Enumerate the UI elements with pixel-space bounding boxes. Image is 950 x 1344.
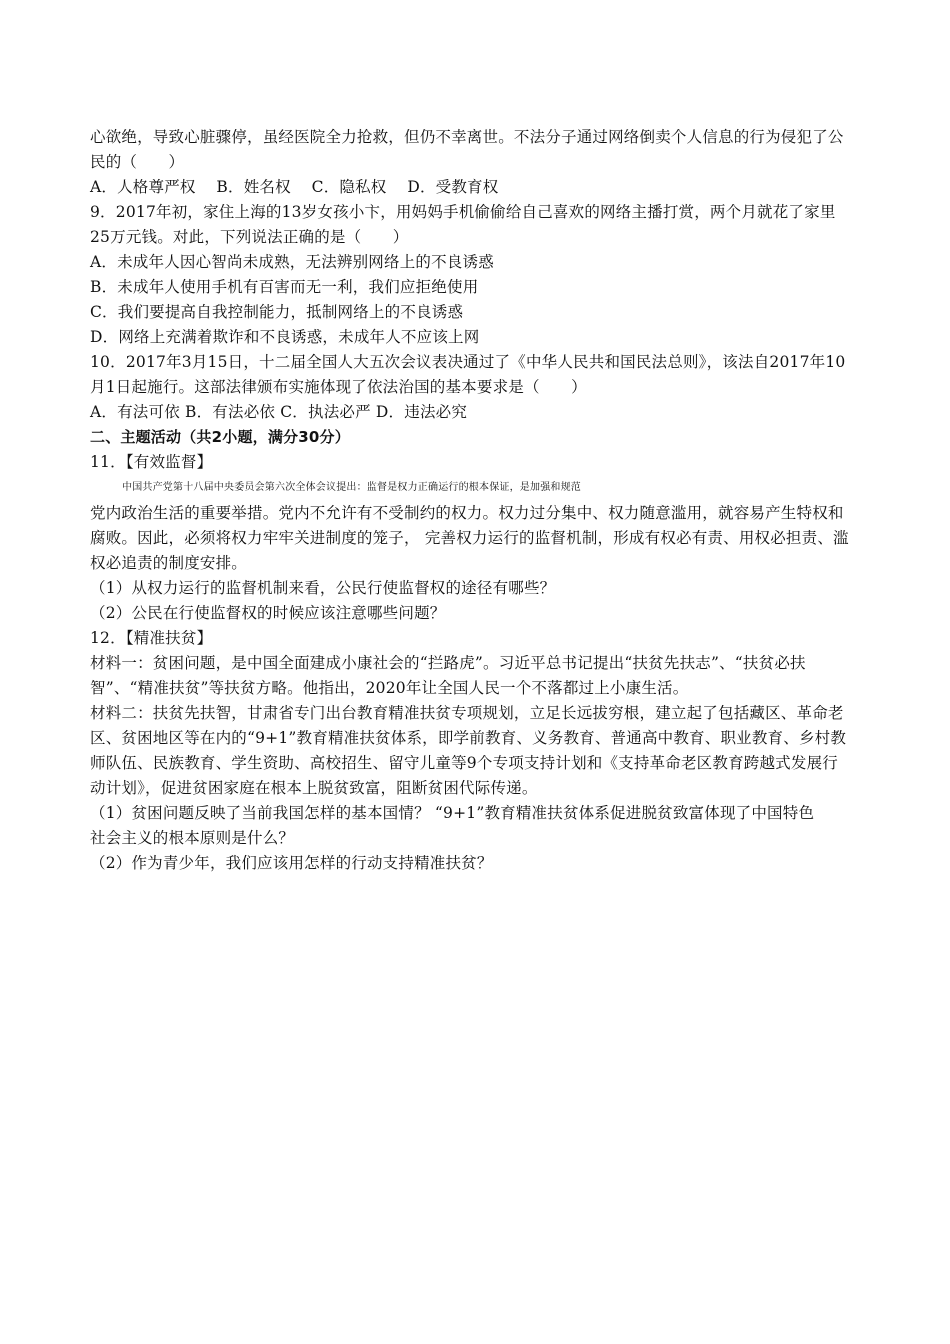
q10-options: A．有法可依 B．有法必依 C．执法必严 D．违法必究 <box>90 403 468 421</box>
q12-sub-question-1-line-2: 社会主义的根本原则是什么？ <box>90 829 295 847</box>
q8-text-line-2: 民的（ ） <box>90 153 185 171</box>
q11-paragraph-line-1: 中国共产党第十八届中央委员会第六次全体会议提出：监督是权力正确运行的根本保证，是加强和规范 <box>122 482 581 493</box>
q12-material1-line-2: 智”、“精准扶贫”等扶贫方略。他指出，2020年让全国人民一个不落都过上小康生活。 <box>90 679 689 697</box>
q12-title: 12．【精准扶贫】 <box>90 629 213 647</box>
q12-sub-question-1-line-1: （1）贫困问题反映了当前我国怎样的基本国情？ “9+1”教育精准扶贫体系促进脱贫致富体现了中国特色 <box>90 804 815 822</box>
q12-material2-line-2: 区、贫困地区等在内的“9+1”教育精准扶贫体系，即学前教育、义务教育、普通高中教育、职业教育、乡村教 <box>90 729 847 747</box>
section-heading: 二、主题活动（共2小题，满分30分） <box>90 428 350 446</box>
q11-sub-question-1: （1）从权力运行的监督机制来看，公民行使监督权的途径有哪些？ <box>90 579 556 597</box>
q11-paragraph-line-3: 腐败。因此，必须将权力牢牢关进制度的笼子， 完善权力运行的监督机制，形成有权必有责、用权必担责、滥 <box>90 529 849 547</box>
q12-material1-line-1: 材料一：贫困问题，是中国全面建成小康社会的“拦路虎”。习近平总书记提出“扶贫先扶志”、“扶贫必扶 <box>90 654 806 672</box>
q9-option-b: B．未成年人使用手机有百害而无一利，我们应拒绝使用 <box>90 278 479 296</box>
q12-material2-line-1: 材料二：扶贫先扶智，甘肃省专门出台教育精准扶贫专项规划，立足长远拔穷根，建立起了包括藏区、革命老 <box>90 704 844 722</box>
q10-text-line-2: 月1日起施行。这部法律颁布实施体现了依法治国的基本要求是（ ） <box>90 378 587 396</box>
q12-material2-line-4: 动计划》，促进贫困家庭在根本上脱贫致富，阻断贫困代际传递。 <box>90 779 538 797</box>
q11-paragraph-line-2: 党内政治生活的重要举措。党内不允许有不受制约的权力。权力过分集中、权力随意滥用，就容易产生特权和 <box>90 504 844 522</box>
q8-options: A．人格尊严权 B．姓名权 C．隐私权 D．受教育权 <box>90 178 499 196</box>
q11-title: 11．【有效监督】 <box>90 453 213 471</box>
q12-material2-line-3: 师队伍、民族教育、学生资助、高校招生、留守儿童等9个专项支持计划和《支持革命老区教育跨越式发展行 <box>90 754 838 772</box>
q9-text-line-2: 25万元钱。对此，下列说法正确的是（ ） <box>90 228 409 246</box>
q10-text-line-1: 10．2017年3月15日，十二届全国人大五次会议表决通过了《中华人民共和国民法总则》，该法自2017年10 <box>90 353 846 371</box>
q8-text-line-1: 心欲绝，导致心脏骤停，虽经医院全力抢救，但仍不幸离世。不法分子通过网络倒卖个人信息的行为侵犯了公 <box>90 128 844 146</box>
q12-sub-question-2: （2）作为青少年，我们应该用怎样的行动支持精准扶贫？ <box>90 854 493 872</box>
q9-option-a: A．未成年人因心智尚未成熟，无法辨别网络上的不良诱惑 <box>90 253 494 271</box>
q9-option-d: D．网络上充满着欺诈和不良诱惑，未成年人不应该上网 <box>90 328 480 346</box>
q11-paragraph-line-4: 权必追责的制度安排。 <box>90 554 248 572</box>
q9-option-c: C．我们要提高自我控制能力，抵制网络上的不良诱惑 <box>90 303 464 321</box>
q11-sub-question-2: （2）公民在行使监督权的时候应该注意哪些问题？ <box>90 604 446 622</box>
q9-text-line-1: 9．2017年初，家住上海的13岁女孩小卞，用妈妈手机偷偷给自己喜欢的网络主播打赏，两个月就花了家里 <box>90 203 836 221</box>
